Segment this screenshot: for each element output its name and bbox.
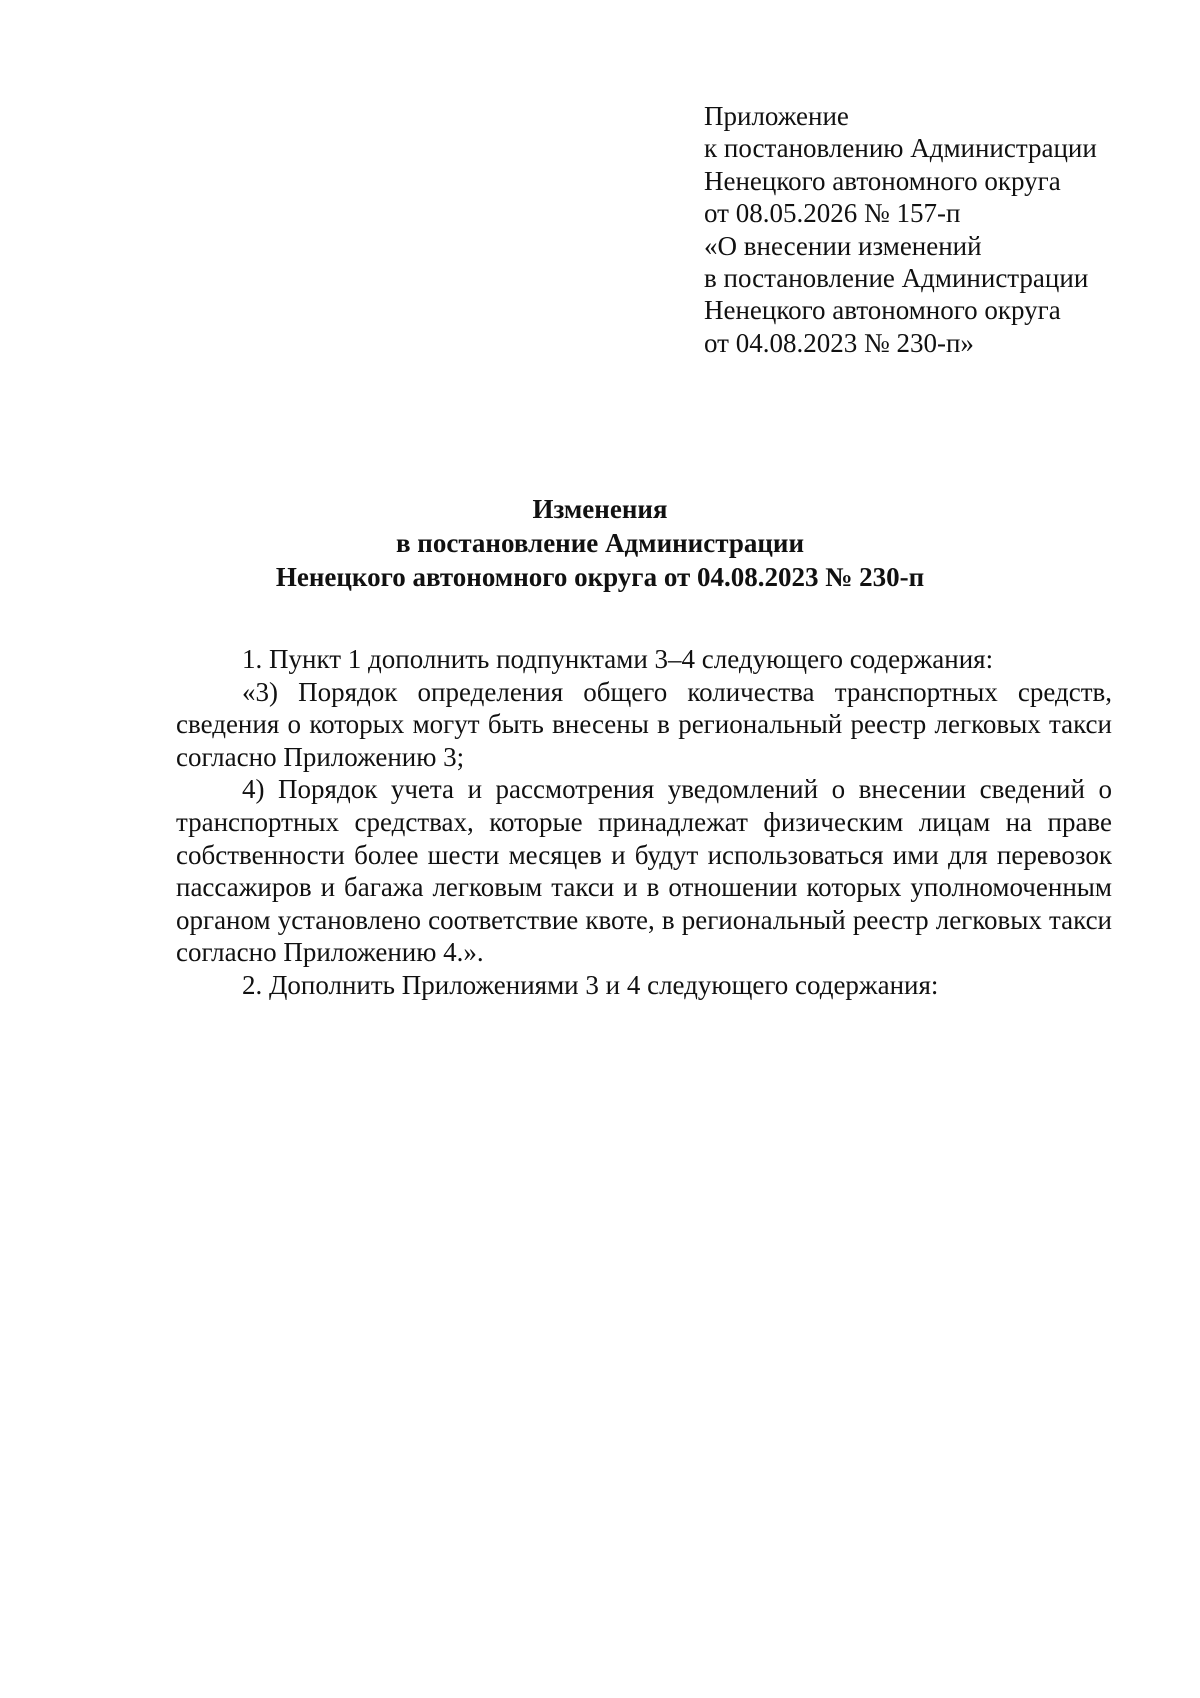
document-body (176, 643, 1112, 1002)
paragraph-subitem-3: «3) Порядок определения общего количества транспортных средств, сведения о которых могут быть внесены в региональный реестр легковых такси согласно Приложению 3; (176, 676, 1112, 772)
appendix-line: Ненецкого автономного округа (704, 295, 1061, 326)
appendix-line: от 08.05.2026 № 157-п (704, 198, 961, 229)
appendix-line: «О внесении изменений (704, 230, 982, 261)
appendix-line: к постановлению Администрации (704, 133, 1097, 164)
appendix-header (704, 100, 1174, 359)
appendix-line: от 04.08.2023 № 230-п» (704, 327, 974, 358)
title-line: в постановление Администрации (395, 528, 805, 558)
appendix-line: Ненецкого автономного округа (704, 165, 1061, 196)
paragraph-2: 2. Дополнить Приложениями 3 и 4 следующего содержания: (242, 969, 939, 1000)
title-line: Ненецкого автономного округа от 04.08.2023 № 230-п (275, 562, 925, 592)
title-line: Изменения (532, 494, 668, 524)
paragraph-subitem-4: 4) Порядок учета и рассмотрения уведомлений о внесении сведений о транспортных средствах, которые принадлежат физическим лицам на праве собственности более шести месяцев и будут использоваться ими для перевозок пассажиров и багажа легковым такси и в отношении которых уполномоченным органом установлено соответствие квоте, в региональный реестр легковых такси согласно Приложению 4.». (176, 774, 1112, 968)
appendix-line: в постановление Администрации (704, 263, 1089, 294)
appendix-line: Приложение (704, 101, 849, 131)
paragraph-1: 1. Пункт 1 дополнить подпунктами 3–4 следующего содержания: (242, 644, 994, 674)
document-title (150, 492, 1050, 594)
